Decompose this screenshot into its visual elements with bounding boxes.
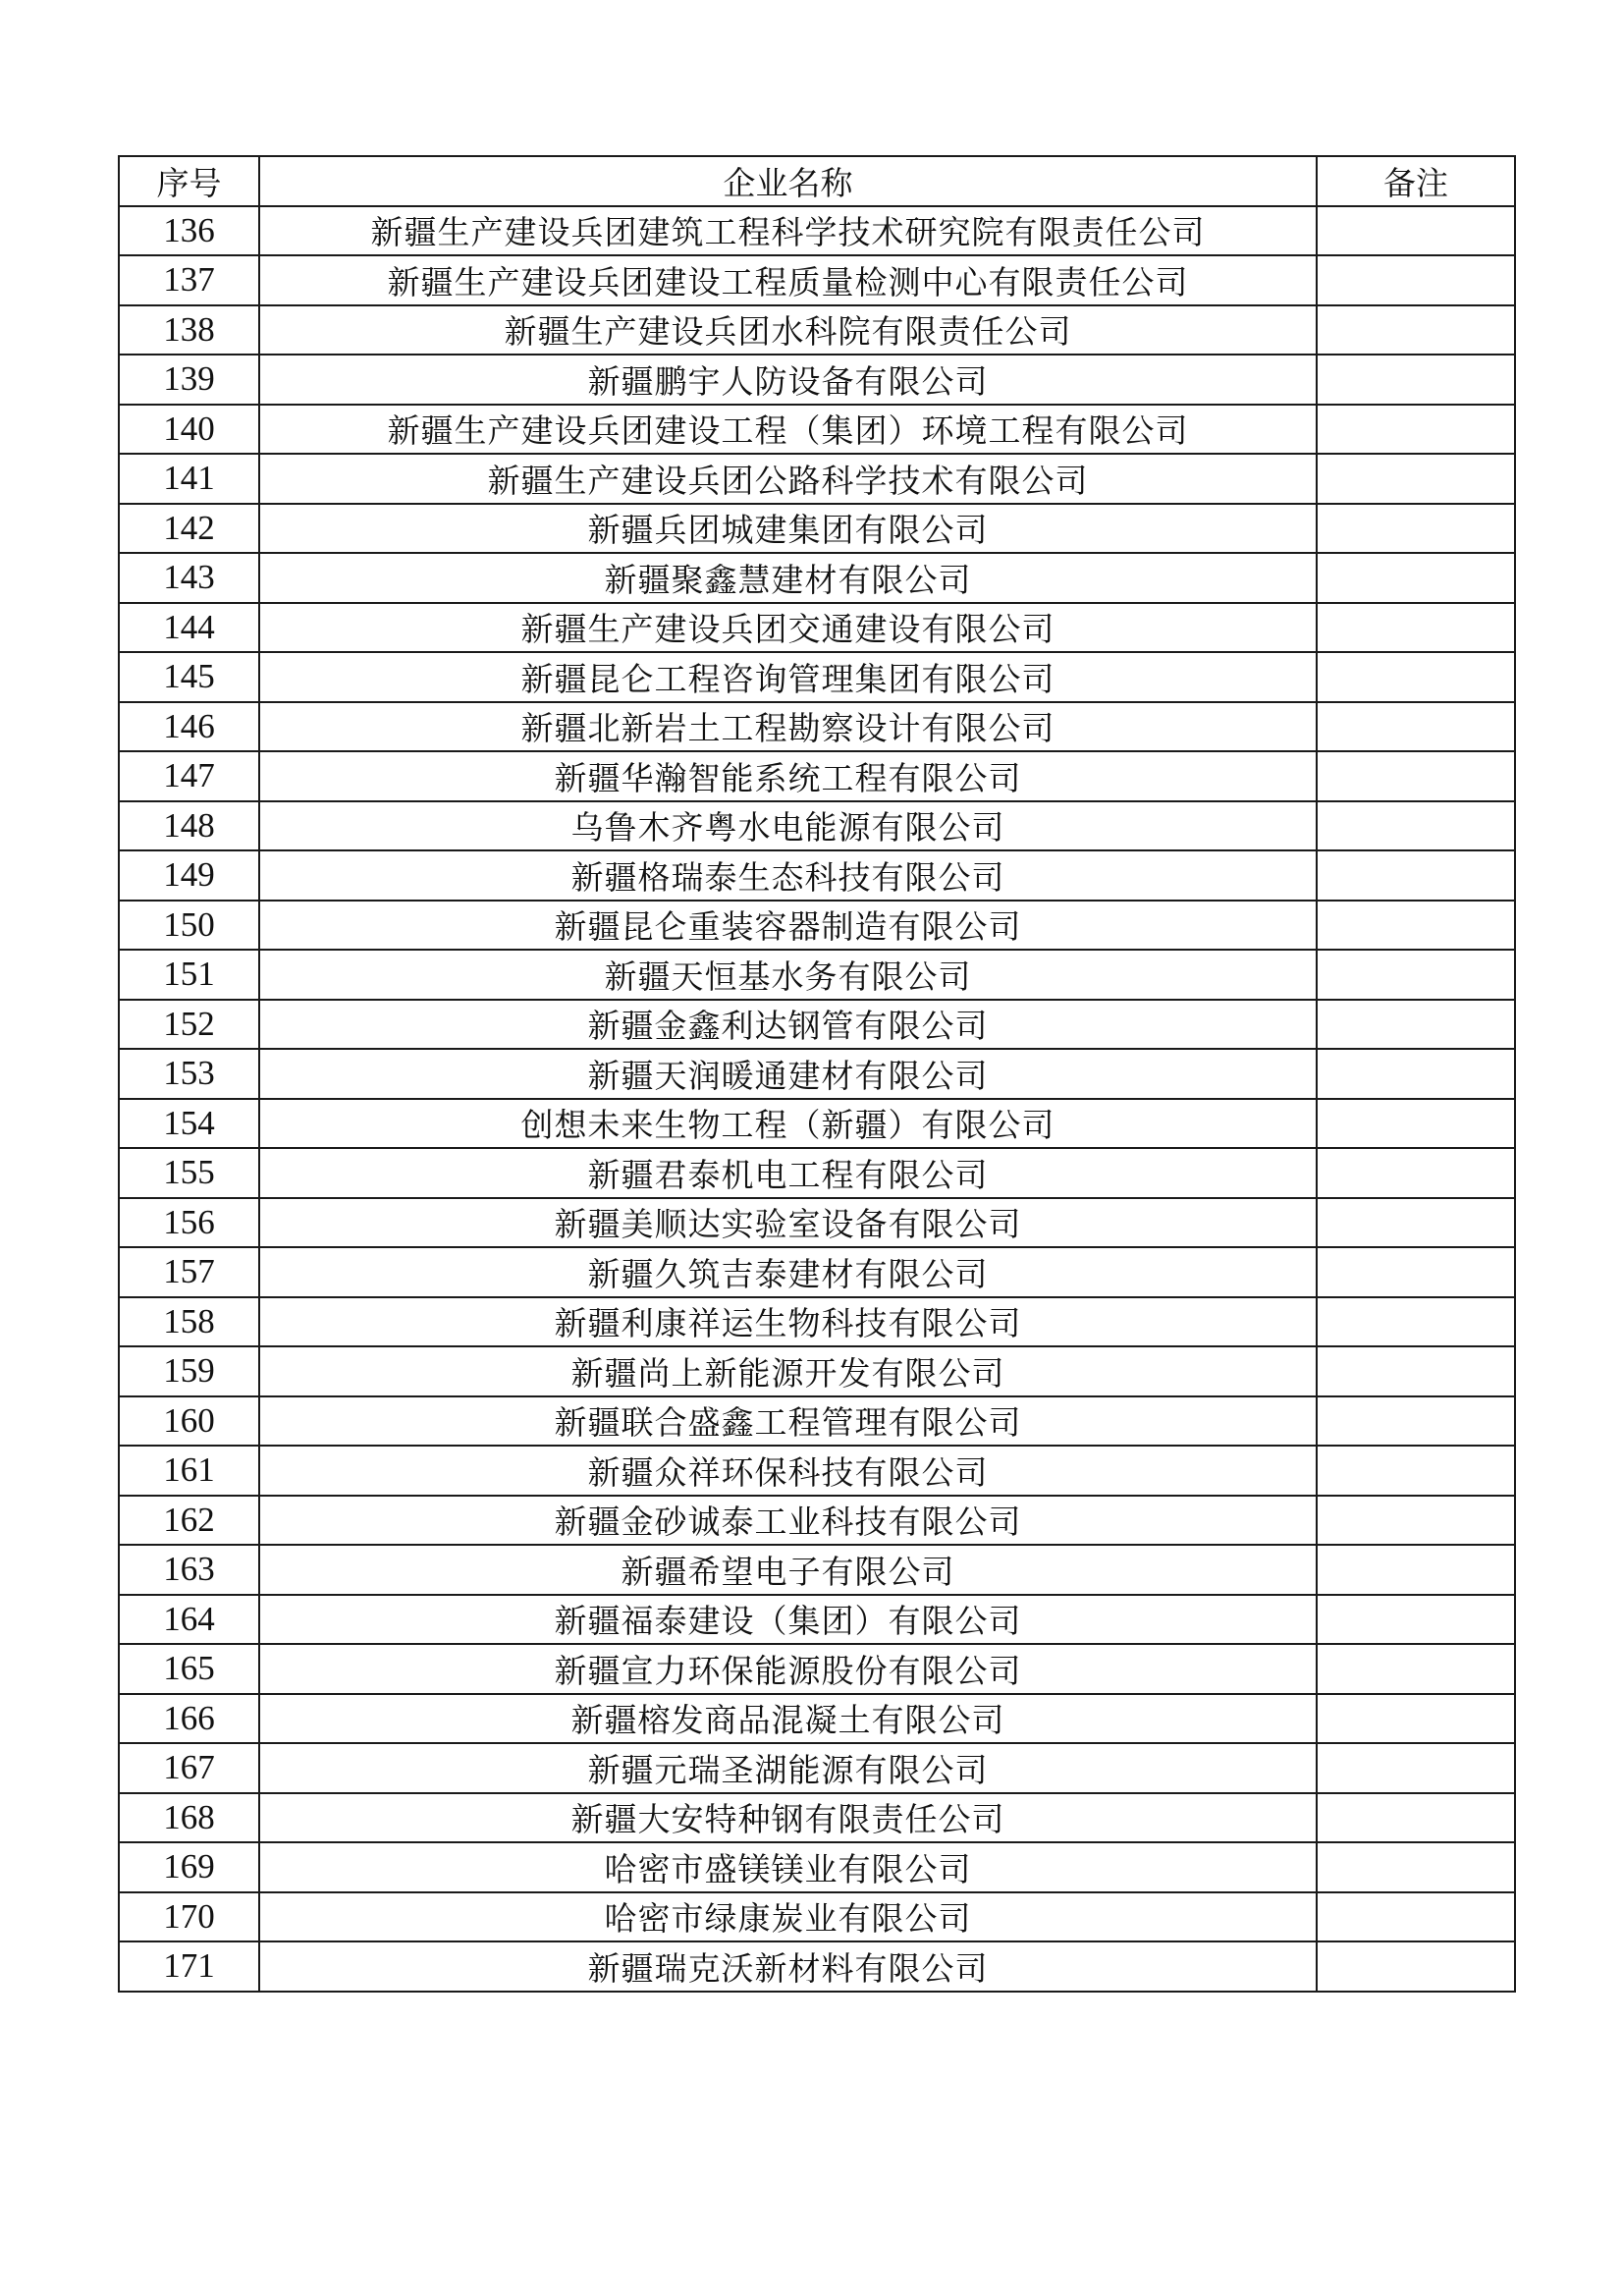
company-name: 新疆福泰建设（集团）有限公司: [259, 1595, 1317, 1645]
row-number: 153: [119, 1049, 259, 1099]
company-name: 新疆金砂诚泰工业科技有限公司: [259, 1496, 1317, 1546]
company-name: 乌鲁木齐粤水电能源有限公司: [259, 801, 1317, 851]
remark-cell: [1317, 1099, 1515, 1149]
company-name: 哈密市绿康炭业有限公司: [259, 1892, 1317, 1942]
table-row: [119, 850, 1515, 901]
company-name: 新疆生产建设兵团交通建设有限公司: [259, 603, 1317, 653]
table-row: [119, 1892, 1515, 1942]
row-number: 160: [119, 1396, 259, 1447]
remark-cell: [1317, 355, 1515, 405]
remark-cell: [1317, 255, 1515, 305]
remark-cell: [1317, 1644, 1515, 1694]
table-row: [119, 901, 1515, 951]
table-row: [119, 603, 1515, 653]
row-number: 162: [119, 1496, 259, 1546]
company-name: 新疆天润暖通建材有限公司: [259, 1049, 1317, 1099]
remark-cell: [1317, 1000, 1515, 1050]
company-name: 新疆瑞克沃新材料有限公司: [259, 1941, 1317, 1992]
remark-cell: [1317, 850, 1515, 901]
table-row: [119, 553, 1515, 603]
row-number: 136: [119, 206, 259, 256]
company-name: 新疆格瑞泰生态科技有限公司: [259, 850, 1317, 901]
company-name: 哈密市盛镁镁业有限公司: [259, 1842, 1317, 1892]
table-row: [119, 652, 1515, 702]
company-name: 新疆榕发商品混凝土有限公司: [259, 1694, 1317, 1744]
table-row: [119, 1049, 1515, 1099]
table-row: [119, 1595, 1515, 1645]
row-number: 145: [119, 652, 259, 702]
table-row: [119, 1198, 1515, 1248]
table-row: [119, 702, 1515, 752]
company-name: 新疆聚鑫慧建材有限公司: [259, 553, 1317, 603]
remark-cell: [1317, 504, 1515, 554]
row-number: 164: [119, 1595, 259, 1645]
table-header-row: [119, 156, 1515, 206]
remark-cell: [1317, 603, 1515, 653]
table-row: [119, 950, 1515, 1000]
company-name: 新疆生产建设兵团建设工程质量检测中心有限责任公司: [259, 255, 1317, 305]
company-name: 新疆大安特种钢有限责任公司: [259, 1793, 1317, 1843]
company-name: 新疆生产建设兵团建筑工程科学技术研究院有限责任公司: [259, 206, 1317, 256]
remark-cell: [1317, 553, 1515, 603]
remark-cell: [1317, 1694, 1515, 1744]
table-row: [119, 1545, 1515, 1595]
company-name: 新疆希望电子有限公司: [259, 1545, 1317, 1595]
table-row: [119, 1793, 1515, 1843]
company-name: 新疆元瑞圣湖能源有限公司: [259, 1743, 1317, 1793]
row-number: 142: [119, 504, 259, 554]
remark-cell: [1317, 1049, 1515, 1099]
row-number: 147: [119, 751, 259, 801]
remark-cell: [1317, 1892, 1515, 1942]
remark-cell: [1317, 652, 1515, 702]
remark-cell: [1317, 702, 1515, 752]
remark-cell: [1317, 454, 1515, 504]
table-row: [119, 1346, 1515, 1396]
row-number: 168: [119, 1793, 259, 1843]
remark-cell: [1317, 1496, 1515, 1546]
table-row: [119, 454, 1515, 504]
row-number: 165: [119, 1644, 259, 1694]
row-number: 163: [119, 1545, 259, 1595]
row-number: 138: [119, 305, 259, 355]
remark-cell: [1317, 305, 1515, 355]
remark-cell: [1317, 1842, 1515, 1892]
table-row: [119, 1941, 1515, 1992]
row-number: 154: [119, 1099, 259, 1149]
table-row: [119, 305, 1515, 355]
table-row: [119, 1842, 1515, 1892]
company-name: 新疆北新岩土工程勘察设计有限公司: [259, 702, 1317, 752]
company-name: 创想未来生物工程（新疆）有限公司: [259, 1099, 1317, 1149]
table-row: [119, 1644, 1515, 1694]
remark-cell: [1317, 1446, 1515, 1496]
company-name: 新疆众祥环保科技有限公司: [259, 1446, 1317, 1496]
remark-cell: [1317, 405, 1515, 455]
company-name: 新疆联合盛鑫工程管理有限公司: [259, 1396, 1317, 1447]
table-row: [119, 1396, 1515, 1447]
table-body: [119, 206, 1515, 1992]
remark-cell: [1317, 901, 1515, 951]
row-number: 144: [119, 603, 259, 653]
company-name: 新疆昆仑重装容器制造有限公司: [259, 901, 1317, 951]
company-name: 新疆兵团城建集团有限公司: [259, 504, 1317, 554]
row-number: 139: [119, 355, 259, 405]
remark-cell: [1317, 1346, 1515, 1396]
row-number: 171: [119, 1941, 259, 1992]
remark-cell: [1317, 1247, 1515, 1297]
header-company-name: 企业名称: [259, 156, 1317, 206]
company-name: 新疆金鑫利达钢管有限公司: [259, 1000, 1317, 1050]
row-number: 149: [119, 850, 259, 901]
remark-cell: [1317, 1793, 1515, 1843]
company-name: 新疆生产建设兵团建设工程（集团）环境工程有限公司: [259, 405, 1317, 455]
remark-cell: [1317, 801, 1515, 851]
table-row: [119, 1297, 1515, 1347]
table-row: [119, 405, 1515, 455]
remark-cell: [1317, 1743, 1515, 1793]
company-name: 新疆天恒基水务有限公司: [259, 950, 1317, 1000]
company-list-table: [118, 155, 1516, 1993]
table-row: [119, 1743, 1515, 1793]
row-number: 169: [119, 1842, 259, 1892]
remark-cell: [1317, 950, 1515, 1000]
company-name: 新疆美顺达实验室设备有限公司: [259, 1198, 1317, 1248]
row-number: 156: [119, 1198, 259, 1248]
company-name: 新疆宣力环保能源股份有限公司: [259, 1644, 1317, 1694]
table-row: [119, 355, 1515, 405]
company-name: 新疆尚上新能源开发有限公司: [259, 1346, 1317, 1396]
company-name: 新疆君泰机电工程有限公司: [259, 1148, 1317, 1198]
table-row: [119, 1000, 1515, 1050]
company-name: 新疆利康祥运生物科技有限公司: [259, 1297, 1317, 1347]
company-name: 新疆华瀚智能系统工程有限公司: [259, 751, 1317, 801]
table-row: [119, 1099, 1515, 1149]
row-number: 140: [119, 405, 259, 455]
table-row: [119, 504, 1515, 554]
header-number: 序号: [119, 156, 259, 206]
row-number: 159: [119, 1346, 259, 1396]
row-number: 167: [119, 1743, 259, 1793]
row-number: 152: [119, 1000, 259, 1050]
row-number: 161: [119, 1446, 259, 1496]
company-name: 新疆昆仑工程咨询管理集团有限公司: [259, 652, 1317, 702]
row-number: 158: [119, 1297, 259, 1347]
row-number: 170: [119, 1892, 259, 1942]
company-name: 新疆生产建设兵团公路科学技术有限公司: [259, 454, 1317, 504]
row-number: 148: [119, 801, 259, 851]
table-row: [119, 1496, 1515, 1546]
table-row: [119, 1694, 1515, 1744]
row-number: 150: [119, 901, 259, 951]
table-row: [119, 801, 1515, 851]
remark-cell: [1317, 1545, 1515, 1595]
remark-cell: [1317, 1148, 1515, 1198]
remark-cell: [1317, 1941, 1515, 1992]
company-name: 新疆久筑吉泰建材有限公司: [259, 1247, 1317, 1297]
row-number: 151: [119, 950, 259, 1000]
row-number: 143: [119, 553, 259, 603]
company-name: 新疆生产建设兵团水科院有限责任公司: [259, 305, 1317, 355]
row-number: 157: [119, 1247, 259, 1297]
header-remarks: 备注: [1317, 156, 1515, 206]
remark-cell: [1317, 1297, 1515, 1347]
table-row: [119, 1446, 1515, 1496]
company-name: 新疆鹏宇人防设备有限公司: [259, 355, 1317, 405]
remark-cell: [1317, 206, 1515, 256]
table-row: [119, 255, 1515, 305]
table-row: [119, 751, 1515, 801]
row-number: 146: [119, 702, 259, 752]
remark-cell: [1317, 1595, 1515, 1645]
row-number: 137: [119, 255, 259, 305]
table-row: [119, 1148, 1515, 1198]
row-number: 166: [119, 1694, 259, 1744]
row-number: 141: [119, 454, 259, 504]
table-row: [119, 1247, 1515, 1297]
row-number: 155: [119, 1148, 259, 1198]
remark-cell: [1317, 1198, 1515, 1248]
table-row: [119, 206, 1515, 256]
remark-cell: [1317, 1396, 1515, 1447]
remark-cell: [1317, 751, 1515, 801]
